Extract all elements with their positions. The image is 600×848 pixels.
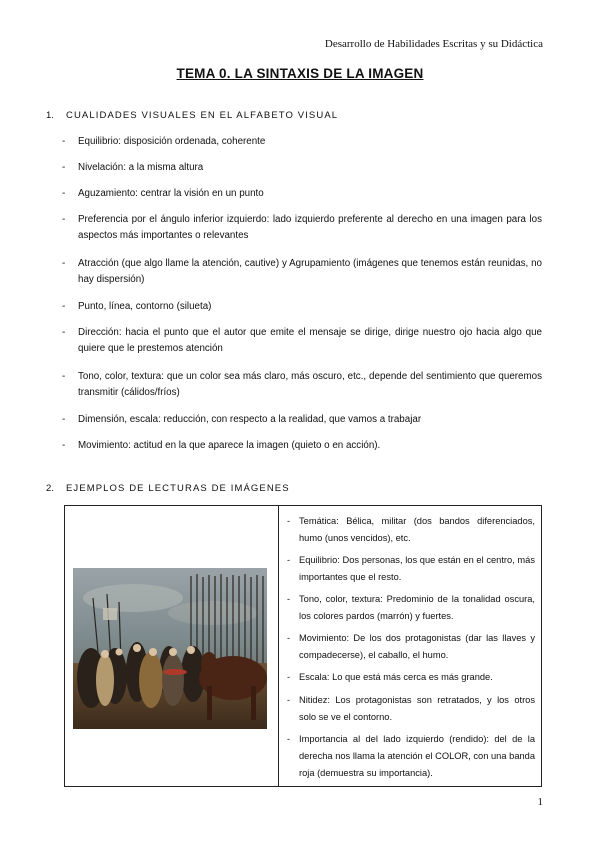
- bullet: -: [287, 594, 291, 604]
- reading-item-text: Escala: Lo que está más cerca es más grande.: [299, 672, 493, 682]
- page-title: TEMA 0. LA SINTAXIS DE LA IMAGEN: [176, 66, 424, 81]
- painting-image: [73, 568, 267, 729]
- bullet: -: [287, 734, 291, 744]
- page-number: 1: [537, 796, 543, 808]
- bullet: -: [62, 162, 66, 173]
- bullet: -: [62, 327, 66, 338]
- section-heading-text: EJEMPLOS DE LECTURAS DE IMÁGENES: [66, 483, 290, 494]
- list-item-text: Punto, línea, contorno (silueta): [78, 301, 212, 312]
- reading-item: [287, 591, 535, 625]
- reading-item-text: Equilibrio: Dos personas, los que están en el centro, más importantes que el resto.: [299, 555, 535, 582]
- bullet: -: [62, 440, 66, 451]
- reading-item: [287, 552, 535, 586]
- reading-item-text: Movimiento: De los dos protagonistas (dar las llaves y compadecerse), el caballo, el humo.: [299, 633, 535, 660]
- reading-item-text: Tono, color, textura: Predominio de la tonalidad oscura, los colores pardos (marrón) y fuertes.: [299, 594, 535, 621]
- bullet: -: [62, 301, 66, 312]
- bullet: -: [287, 633, 291, 643]
- reading-item: [287, 630, 535, 664]
- list-item-text: Atracción (que algo llame la atención, cautive) y Agrupamiento (imágenes que tenemos están reunidas, no hay dispersión): [78, 258, 542, 285]
- list-item-text: Nivelación: a la misma altura: [78, 162, 204, 173]
- bullet: -: [62, 258, 66, 269]
- bullet: -: [287, 672, 291, 682]
- section-heading-text: CUALIDADES VISUALES EN EL ALFABETO VISUAL: [66, 110, 339, 121]
- bullet: -: [62, 371, 66, 382]
- bullet: -: [62, 188, 66, 199]
- painting-illustration: [73, 568, 267, 729]
- bullet: -: [287, 555, 291, 565]
- list-item: [62, 325, 542, 357]
- list-item: [62, 256, 542, 288]
- list-item-text: Movimiento: actitud en la que aparece la imagen (quieto o en acción).: [78, 440, 381, 451]
- reading-item: [287, 669, 535, 686]
- section-number: 2.: [46, 483, 54, 494]
- list-item: [62, 134, 542, 150]
- reading-item: [287, 731, 535, 782]
- reading-item-text: Temática: Bélica, militar (dos bandos diferenciados, humo (unos vencidos), etc.: [299, 516, 535, 543]
- list-item-text: Dimensión, escala: reducción, con respecto a la realidad, que vamos a trabajar: [78, 414, 422, 425]
- list-item-text: Equilibrio: disposición ordenada, coherente: [78, 136, 266, 147]
- list-item: [62, 299, 542, 315]
- list-item: [62, 438, 542, 454]
- reading-item: [287, 692, 535, 726]
- reading-item-text: Nitidez: Los protagonistas son retratados, y los otros solo se ve el contorno.: [299, 695, 535, 722]
- bullet: -: [62, 214, 66, 225]
- section-heading-2: [46, 483, 290, 494]
- example-table: [64, 505, 542, 787]
- reading-item: [287, 513, 535, 547]
- list-item: [62, 186, 542, 202]
- bullet: -: [62, 136, 66, 147]
- bullet: -: [62, 414, 66, 425]
- table-divider: [278, 506, 279, 786]
- section-heading-1: [46, 110, 338, 121]
- reading-item-text: Importancia al del lado izquierdo (rendido): del de la derecha nos llama la atención el COLOR, con una banda roja (demuestra su importancia).: [299, 734, 535, 778]
- list-item-text: Tono, color, textura: que un color sea más claro, más oscuro, etc., depende del sentimiento que queremos transmitir (cálidos/fríos): [78, 371, 542, 398]
- list-item-text: Dirección: hacia el punto que el autor que emite el mensaje se dirige, dirige nuestro ojo hacia algo que quiere que le prestemos atención: [78, 327, 542, 354]
- list-item: [62, 160, 542, 176]
- list-item-text: Preferencia por el ángulo inferior izquierdo: lado izquierdo preferente al derecho en una imagen para los aspectos más importantes o relevantes: [78, 214, 542, 241]
- list-item-text: Aguzamiento: centrar la visión en un punto: [78, 188, 264, 199]
- bullet: -: [287, 695, 291, 705]
- list-item: [62, 369, 542, 401]
- list-item: [62, 412, 542, 428]
- bullet: -: [287, 516, 291, 526]
- section-number: 1.: [46, 110, 54, 121]
- list-item: [62, 212, 542, 244]
- running-header: Desarrollo de Habilidades Escritas y su Didáctica: [324, 38, 543, 50]
